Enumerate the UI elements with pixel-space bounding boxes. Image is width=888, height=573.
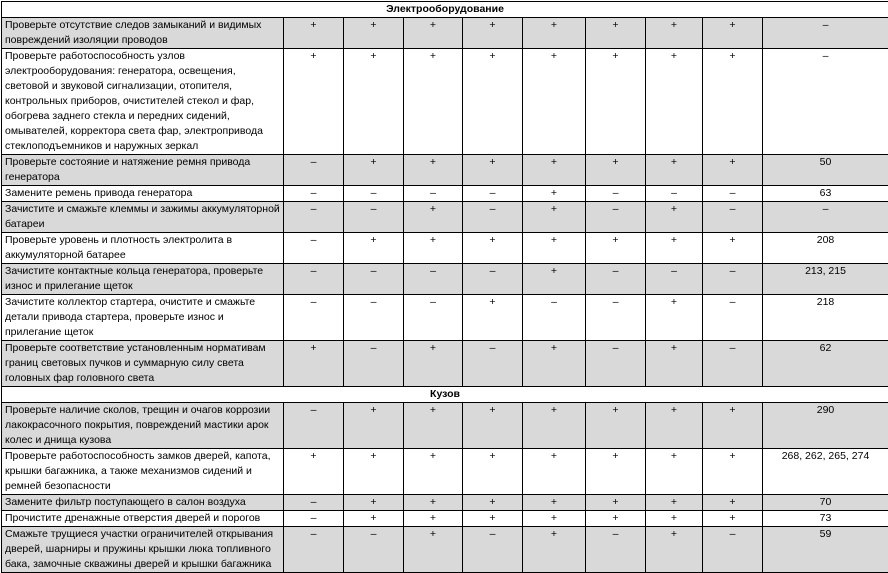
interval-mark: + [586, 511, 646, 527]
interval-mark: + [523, 527, 586, 573]
table-row [2, 233, 888, 264]
section-title: Электрооборудование [2, 2, 888, 18]
operation-description: Замените ремень привода генератора [2, 186, 284, 202]
interval-mark: + [523, 186, 586, 202]
interval-mark: – [586, 264, 646, 295]
interval-mark: – [646, 186, 703, 202]
interval-mark: + [523, 449, 586, 495]
interval-mark: + [523, 341, 586, 387]
interval-mark: – [344, 264, 404, 295]
interval-mark: – [463, 527, 523, 573]
table-row [2, 495, 888, 511]
page-reference: – [763, 202, 888, 233]
interval-mark: + [586, 18, 646, 49]
table-row [2, 186, 888, 202]
interval-mark: – [586, 341, 646, 387]
interval-mark: + [284, 49, 344, 155]
table-row [2, 155, 888, 186]
interval-mark: + [586, 403, 646, 449]
interval-mark: + [404, 233, 463, 264]
interval-mark: + [586, 49, 646, 155]
page-reference: 218 [763, 295, 888, 341]
interval-mark: + [586, 233, 646, 264]
page-reference: 59 [763, 527, 888, 573]
interval-mark: – [284, 527, 344, 573]
interval-mark: – [523, 295, 586, 341]
page-reference: 268, 262, 265, 274 [763, 449, 888, 495]
interval-mark: + [463, 495, 523, 511]
interval-mark: + [703, 18, 763, 49]
interval-mark: + [703, 155, 763, 186]
table-row [2, 202, 888, 233]
interval-mark: – [586, 527, 646, 573]
interval-mark: + [523, 511, 586, 527]
page-reference: 208 [763, 233, 888, 264]
interval-mark: + [284, 449, 344, 495]
interval-mark: + [523, 155, 586, 186]
interval-mark: + [703, 233, 763, 264]
interval-mark: – [703, 202, 763, 233]
interval-mark: – [284, 295, 344, 341]
interval-mark: – [463, 186, 523, 202]
interval-mark: + [646, 341, 703, 387]
interval-mark: + [586, 449, 646, 495]
table-row [2, 403, 888, 449]
section-title: Кузов [2, 387, 888, 403]
interval-mark: + [463, 403, 523, 449]
operation-description: Проверьте состояние и натяжение ремня привода генератора [2, 155, 284, 186]
interval-mark: – [344, 186, 404, 202]
interval-mark: + [703, 495, 763, 511]
interval-mark: + [586, 495, 646, 511]
operation-description: Проверьте отсутствие следов замыканий и видимых повреждений изоляции проводов [2, 18, 284, 49]
interval-mark: + [404, 341, 463, 387]
interval-mark: – [344, 295, 404, 341]
interval-mark: + [523, 49, 586, 155]
interval-mark: + [463, 449, 523, 495]
interval-mark: – [344, 527, 404, 573]
interval-mark: + [703, 449, 763, 495]
interval-mark: + [404, 202, 463, 233]
interval-mark: – [703, 264, 763, 295]
interval-mark: + [586, 155, 646, 186]
interval-mark: + [404, 49, 463, 155]
page-reference: 62 [763, 341, 888, 387]
interval-mark: – [646, 264, 703, 295]
interval-mark: + [463, 511, 523, 527]
interval-mark: + [404, 403, 463, 449]
operation-description: Прочистите дренажные отверстия дверей и порогов [2, 511, 284, 527]
operation-description: Проверьте наличие сколов, трещин и очагов коррозии лакокрасочного покрытия, повреждений мастики арок колес и днища кузова [2, 403, 284, 449]
table-row [2, 295, 888, 341]
table-row [2, 527, 888, 573]
interval-mark: – [284, 264, 344, 295]
interval-mark: + [344, 233, 404, 264]
interval-mark: + [404, 527, 463, 573]
interval-mark: + [344, 403, 404, 449]
interval-mark: + [646, 49, 703, 155]
interval-mark: – [284, 202, 344, 233]
interval-mark: – [284, 495, 344, 511]
operation-description: Проверьте работоспособность замков дверей, капота, крышки багажника, а также механизмов сидений и ремней безопасности [2, 449, 284, 495]
interval-mark: + [703, 403, 763, 449]
interval-mark: + [523, 495, 586, 511]
interval-mark: + [463, 155, 523, 186]
table-row [2, 264, 888, 295]
interval-mark: + [404, 511, 463, 527]
interval-mark: – [703, 527, 763, 573]
interval-mark: + [646, 202, 703, 233]
interval-mark: – [703, 186, 763, 202]
interval-mark: + [284, 341, 344, 387]
operation-description: Зачистите контактные кольца генератора, проверьте износ и прилегание щеток [2, 264, 284, 295]
interval-mark: + [646, 18, 703, 49]
operation-description: Смажьте трущиеся участки ограничителей открывания дверей, шарниры и пружины крышки люка топливного бака, замочные скважины дверей и крышки багажника [2, 527, 284, 573]
table-row [2, 18, 888, 49]
interval-mark: – [586, 186, 646, 202]
interval-mark: + [344, 495, 404, 511]
interval-mark: – [586, 295, 646, 341]
table-row [2, 511, 888, 527]
interval-mark: – [284, 511, 344, 527]
interval-mark: – [463, 202, 523, 233]
interval-mark: – [404, 186, 463, 202]
operation-description: Зачистите и смажьте клеммы и зажимы аккумуляторной батареи [2, 202, 284, 233]
interval-mark: + [523, 403, 586, 449]
operation-description: Зачистите коллектор стартера, очистите и смажьте детали привода стартера, проверьте износ и прилегание щеток [2, 295, 284, 341]
interval-mark: + [523, 18, 586, 49]
interval-mark: – [284, 186, 344, 202]
interval-mark: + [646, 403, 703, 449]
interval-mark: + [463, 18, 523, 49]
operation-description: Проверьте соответствие установленным нормативам границ световых пучков и суммарную силу света головных фар головного света [2, 341, 284, 387]
maintenance-table [1, 1, 888, 573]
operation-description: Проверьте работоспособность узлов электрооборудования: генератора, освещения, световой и звуковой сигнализации, отопителя, контрольных приборов, очистителей стекол и фар, обогрева заднего стекла и передних сидений, омывателей, корректора света фар, электропривода стеклоподъемников и наружных зеркал [2, 49, 284, 155]
page-reference: 50 [763, 155, 888, 186]
operation-description: Проверьте уровень и плотность электролита в аккумуляторной батарее [2, 233, 284, 264]
page-reference: 213, 215 [763, 264, 888, 295]
interval-mark: – [284, 155, 344, 186]
interval-mark: – [284, 233, 344, 264]
interval-mark: + [703, 511, 763, 527]
page-reference: – [763, 18, 888, 49]
interval-mark: + [703, 49, 763, 155]
interval-mark: + [463, 49, 523, 155]
interval-mark: – [404, 295, 463, 341]
page-reference: 63 [763, 186, 888, 202]
interval-mark: – [586, 202, 646, 233]
interval-mark: + [404, 495, 463, 511]
interval-mark: + [646, 511, 703, 527]
page-reference: – [763, 49, 888, 155]
interval-mark: + [463, 295, 523, 341]
interval-mark: + [404, 18, 463, 49]
interval-mark: – [463, 264, 523, 295]
interval-mark: + [344, 18, 404, 49]
interval-mark: + [646, 495, 703, 511]
table-row [2, 449, 888, 495]
interval-mark: + [344, 155, 404, 186]
interval-mark: + [344, 511, 404, 527]
interval-mark: + [344, 449, 404, 495]
section-header [2, 387, 888, 403]
interval-mark: + [523, 264, 586, 295]
interval-mark: – [284, 403, 344, 449]
table-body [2, 2, 888, 573]
interval-mark: + [523, 202, 586, 233]
interval-mark: + [284, 18, 344, 49]
interval-mark: + [646, 449, 703, 495]
table-row [2, 341, 888, 387]
interval-mark: – [703, 295, 763, 341]
page-reference: 73 [763, 511, 888, 527]
interval-mark: + [404, 449, 463, 495]
interval-mark: + [523, 233, 586, 264]
page-reference: 290 [763, 403, 888, 449]
interval-mark: + [646, 233, 703, 264]
interval-mark: – [344, 341, 404, 387]
page-reference: 70 [763, 495, 888, 511]
interval-mark: + [646, 155, 703, 186]
interval-mark: – [404, 264, 463, 295]
interval-mark: + [463, 233, 523, 264]
interval-mark: + [404, 155, 463, 186]
interval-mark: + [344, 49, 404, 155]
interval-mark: + [646, 295, 703, 341]
operation-description: Замените фильтр поступающего в салон воздуха [2, 495, 284, 511]
interval-mark: + [646, 527, 703, 573]
section-header [2, 2, 888, 18]
table-row [2, 49, 888, 155]
interval-mark: – [703, 341, 763, 387]
interval-mark: – [344, 202, 404, 233]
interval-mark: – [463, 341, 523, 387]
